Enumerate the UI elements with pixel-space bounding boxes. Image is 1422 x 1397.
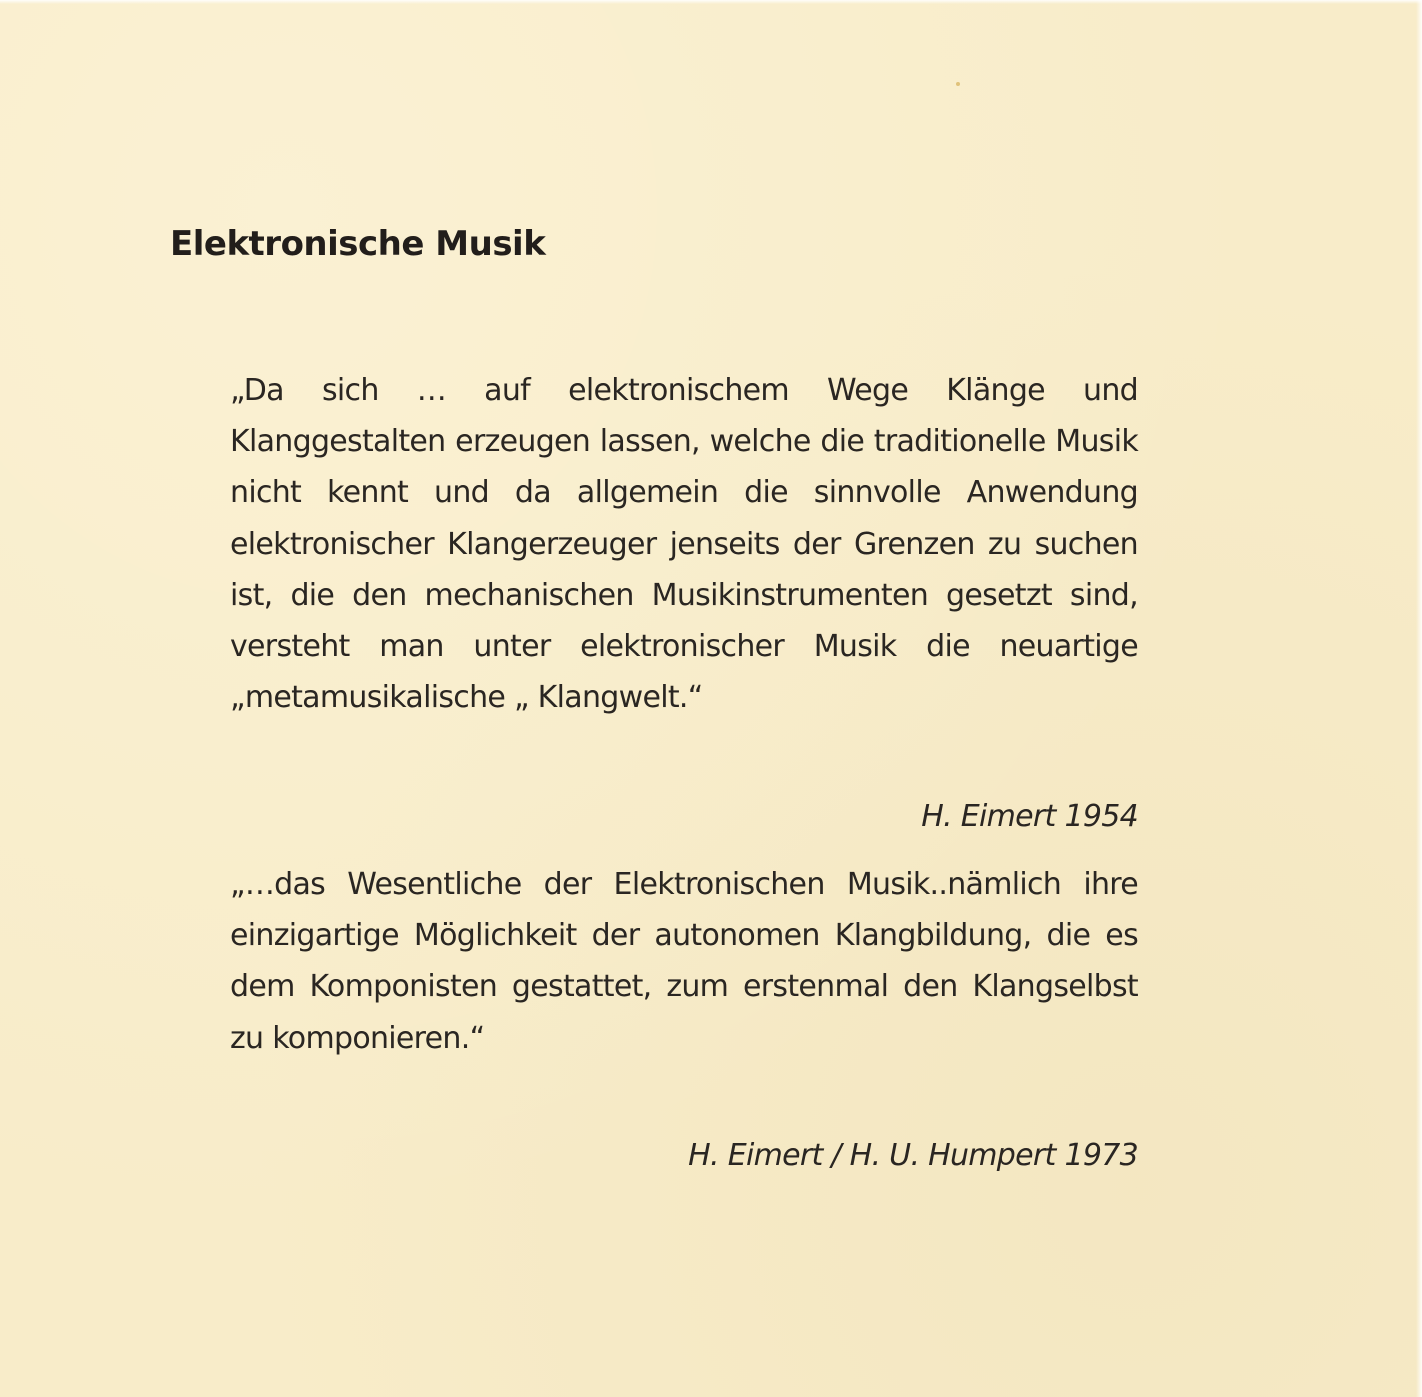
page-title: Elektronische Musik — [170, 224, 546, 264]
quote-eimert-humpert-1973: „…das Wesentliche der Elektronischen Musik..nämlich ihre einzigartige Möglichkeit der autonomen Klangbildung, die es dem Komponisten gestattet, zum erstenmal den Klangselbst zu komponieren.“ — [230, 867, 1138, 1056]
paper-edge-top — [0, 0, 1422, 4]
paper-speck — [956, 82, 960, 86]
quote-eimert-1954: „Da sich … auf elektronischem Wege Klänge und Klanggestalten erzeugen lassen, welche die traditionelle Musik nicht kennt und da allgemein die sinnvolle Anwendung elektronischer Klangerzeuger jenseits der Grenzen zu suchen ist, die den mechanischen Musikinstrumenten gesetzt sind, versteht man unter elektronischer Musik die neuartige „metamusikalische „ Klangwelt.“ — [230, 373, 1138, 716]
quote-attribution-2: H. Eimert / H. U. Humpert 1973 — [688, 1138, 1138, 1173]
paper-edge-right — [1416, 0, 1422, 1397]
quote-attribution-1: H. Eimert 1954 — [921, 799, 1138, 834]
